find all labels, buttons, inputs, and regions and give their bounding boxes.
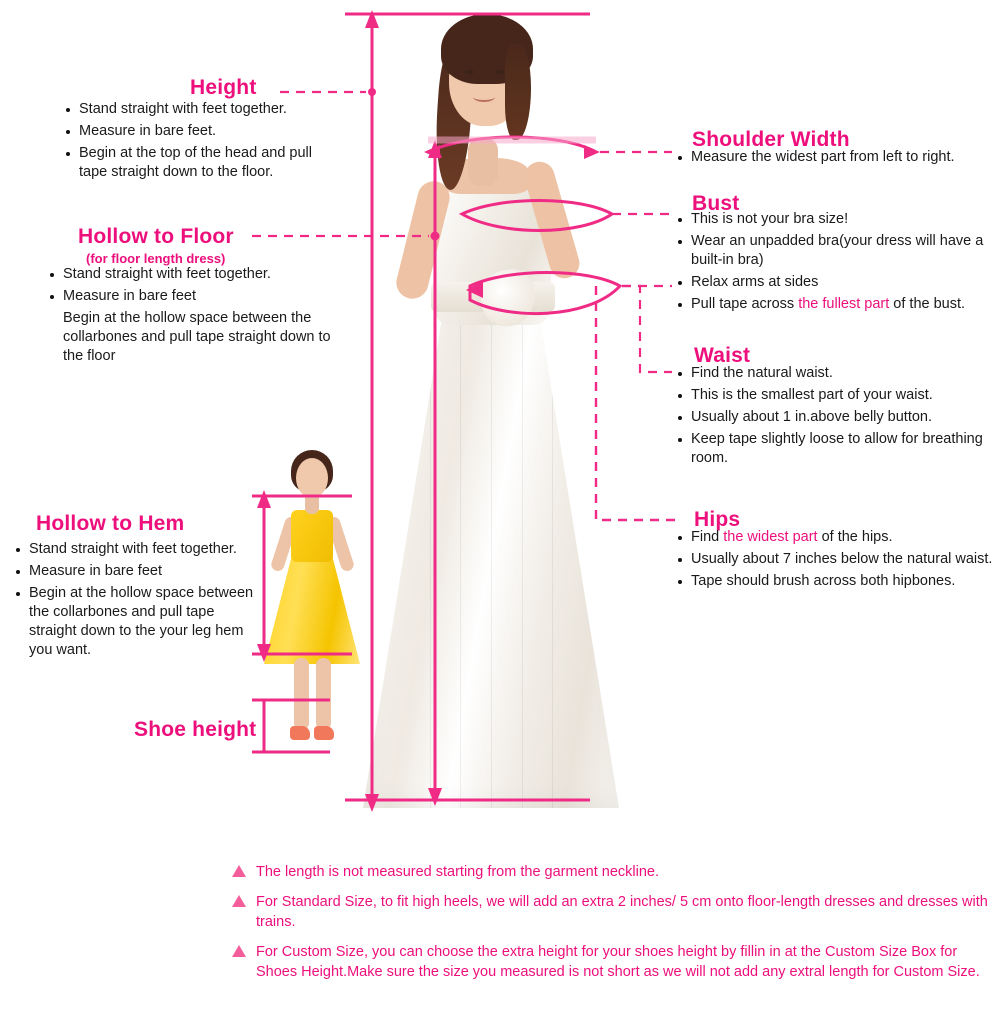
list-item: Stand straight with feet together.	[14, 540, 264, 559]
list-item: Stand straight with feet together.	[48, 265, 338, 284]
hollow-to-hem-label: Hollow to Hem	[36, 512, 185, 535]
list-item: Measure in bare feet	[48, 287, 338, 306]
list-item: Keep tape slightly loose to allow for breathing room.	[676, 430, 986, 468]
list-item: Tape should brush across both hipbones.	[676, 572, 996, 591]
short-dress-illustration	[258, 440, 368, 752]
hollow-to-floor-bullets	[48, 265, 338, 369]
model-eye-left	[465, 70, 474, 74]
model-neck	[468, 138, 498, 186]
height-section-title	[190, 76, 390, 100]
list-item: Measure the widest part from left to right.	[676, 148, 996, 167]
list-item: Stand straight with feet together.	[64, 100, 334, 119]
waist-bullets	[676, 364, 986, 471]
list-item: Wear an unpadded bra(your dress will have a built-in bra)	[676, 232, 996, 270]
bust-bullets	[676, 210, 996, 317]
short-model-left-shoe	[290, 726, 310, 740]
list-item	[676, 528, 996, 547]
list-item: Relax arms at sides	[676, 273, 996, 292]
short-model-left-leg	[294, 658, 309, 730]
list-item: This is the smallest part of your waist.	[676, 386, 986, 405]
list-item: Usually about 7 inches below the natural waist.	[676, 550, 996, 569]
list-item	[676, 295, 996, 314]
shoe-height-section-title	[134, 718, 256, 742]
shoe-height-label: Shoe height	[134, 718, 257, 741]
footer-note	[232, 862, 992, 882]
list-item: Measure in bare feet	[14, 562, 264, 581]
list-item: Find the natural waist.	[676, 364, 986, 383]
waist-label: Waist	[694, 344, 751, 367]
bride-illustration	[345, 0, 635, 810]
bust-note-post: of the bust.	[889, 296, 966, 312]
short-model-head	[296, 458, 328, 498]
warning-triangle-icon	[232, 895, 246, 907]
footer-note	[232, 942, 992, 982]
short-model-right-leg	[316, 658, 331, 730]
list-item: This is not your bra size!	[676, 210, 996, 229]
hips-label: Hips	[694, 508, 741, 531]
warning-triangle-icon	[232, 945, 246, 957]
footer-note-text: The length is not measured starting from the garment neckline.	[256, 864, 659, 880]
hips-note-pre: Find	[691, 529, 724, 545]
dress-skirt	[363, 300, 619, 808]
list-item: Usually about 1 in.above belly button.	[676, 408, 986, 427]
short-dress-bodice	[291, 510, 333, 562]
hollow-to-floor-label: Hollow to Floor	[78, 225, 234, 248]
bust-note-highlight: the fullest part	[798, 296, 890, 312]
hollow-to-floor-section-title	[78, 225, 378, 266]
height-bullets	[64, 100, 334, 185]
footer-note	[232, 892, 992, 932]
hips-bullets	[676, 528, 996, 594]
hollow-to-hem-bullets	[14, 540, 264, 663]
model-eye-right	[495, 70, 504, 74]
list-item: Measure in bare feet.	[64, 122, 334, 141]
list-item: Begin at the hollow space between the collarbones and pull tape straight down to the your leg hem you want.	[14, 584, 264, 660]
list-item: Begin at the top of the head and pull tape straight down to the floor.	[64, 144, 334, 182]
footer-notes	[232, 862, 992, 992]
height-label: Height	[190, 76, 257, 99]
list-item: Begin at the hollow space between the collarbones and pull tape straight down to the floor	[63, 310, 331, 364]
bust-label: Bust	[692, 192, 740, 215]
model-hair-right	[505, 44, 531, 140]
short-model-right-shoe	[314, 726, 334, 740]
hollow-to-hem-section-title	[36, 512, 184, 536]
footer-note-text: For Standard Size, to fit high heels, we will add an extra 2 inches/ 5 cm onto floor-length dresses and dresses with trains.	[256, 894, 988, 930]
footer-note-text: For Custom Size, you can choose the extra height for your shoes height by fillin in at the Custom Size Box for Shoes Height.Make sure the size you measured is not short as we will not add any extral length for Custom Size.	[256, 944, 980, 980]
hips-note-highlight: the widest part	[723, 529, 818, 545]
hollow-to-floor-sublabel: (for floor length dress)	[86, 251, 226, 266]
shoulder-width-bullets	[676, 148, 996, 170]
warning-triangle-icon	[232, 865, 246, 877]
hips-note-post: of the hips.	[817, 529, 893, 545]
model-smile	[473, 92, 495, 102]
shoulder-width-label: Shoulder Width	[692, 128, 850, 151]
bust-note-pre: Pull tape across	[691, 296, 799, 312]
